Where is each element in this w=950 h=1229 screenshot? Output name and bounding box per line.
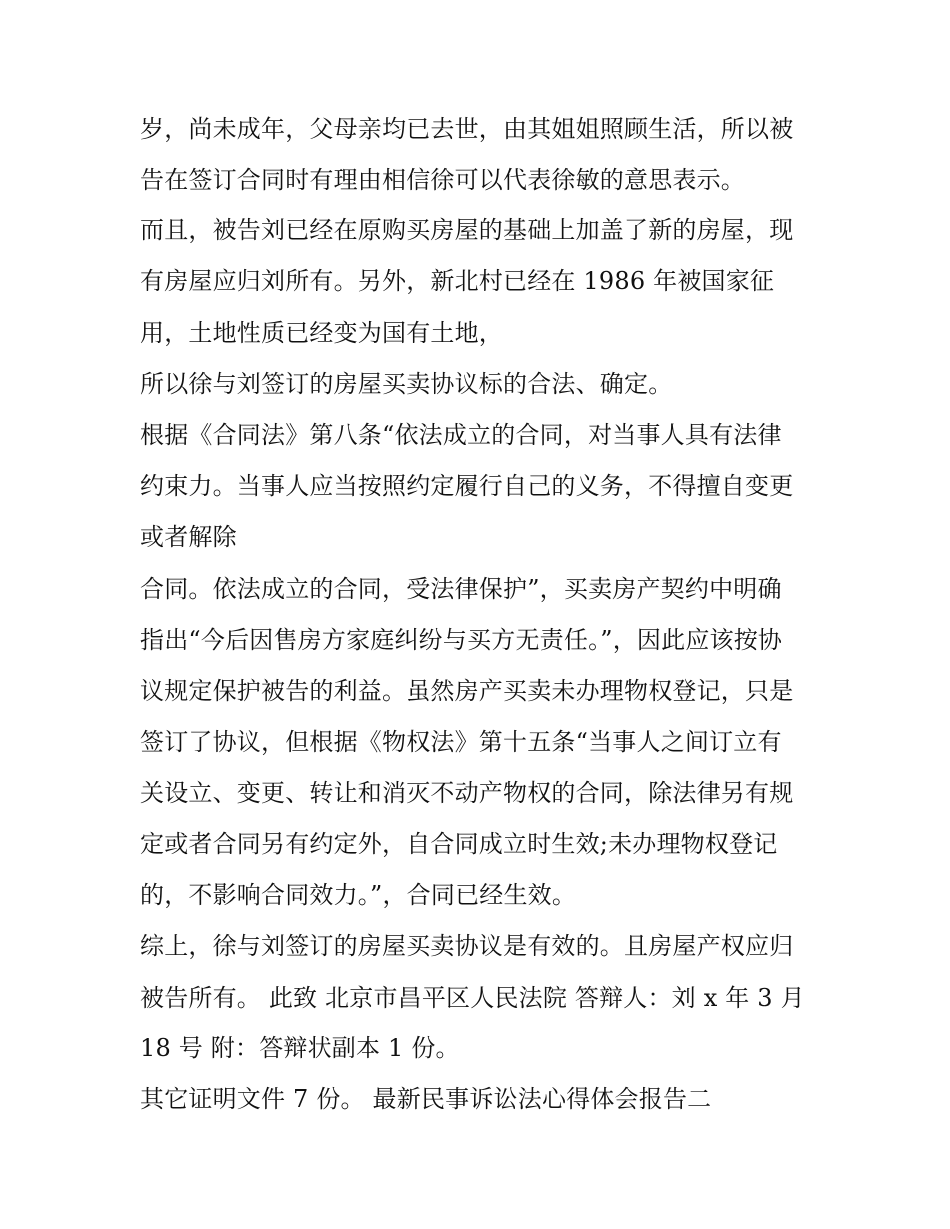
text-line: 而且，被告刘已经在原购买房屋的基础上加盖了新的房屋，现	[140, 216, 794, 244]
text-line: 关设立、变更、转让和消灭不动产物权的合同，除法律另有规	[140, 779, 794, 807]
text-line: 告在签订合同时有理由相信徐可以代表徐敏的意思表示。	[140, 166, 745, 194]
text-line: 根据《合同法》第八条“依法成立的合同，对当事人具有法律	[140, 421, 782, 449]
text-line: 合同。依法成立的合同，受法律保护”，买卖房产契约中明确	[140, 575, 782, 603]
text-line: 有房屋应归刘所有。另外，新北村已经在 1986 年被国家征	[140, 267, 775, 295]
text-line: 指出“今后因售房方家庭纠纷与买方无责任。”，因此应该按协	[140, 626, 783, 654]
text-line: 被告所有。 此致 北京市昌平区人民法院 答辩人：刘 x 年 3 月	[140, 984, 805, 1012]
text-line: 岁，尚未成年，父母亲均已去世，由其姐姐照顾生活，所以被	[140, 115, 794, 143]
text-line: 或者解除	[140, 523, 237, 551]
text-line: 定或者合同另有约定外，自合同成立时生效;未办理物权登记	[140, 830, 778, 858]
text-line: 的，不影响合同效力。”，合同已经生效。	[140, 881, 577, 909]
text-line: 18 号 附：答辩状副本 1 份。	[140, 1034, 460, 1062]
text-line: 所以徐与刘签订的房屋买卖协议标的合法、确定。	[140, 370, 673, 398]
text-line: 用，土地性质已经变为国有土地，	[140, 319, 503, 347]
text-line: 议规定保护被告的利益。虽然房产买卖未办理物权登记，只是	[140, 677, 794, 705]
text-line: 签订了协议，但根据《物权法》第十五条“当事人之间订立有	[140, 728, 782, 756]
text-line: 约束力。当事人应当按照约定履行自己的义务，不得擅自变更	[140, 472, 794, 500]
text-line: 综上，徐与刘签订的房屋买卖协议是有效的。且房屋产权应归	[140, 932, 794, 960]
text-line: 其它证明文件 7 份。 最新民事诉讼法心得体会报告二	[140, 1085, 712, 1113]
